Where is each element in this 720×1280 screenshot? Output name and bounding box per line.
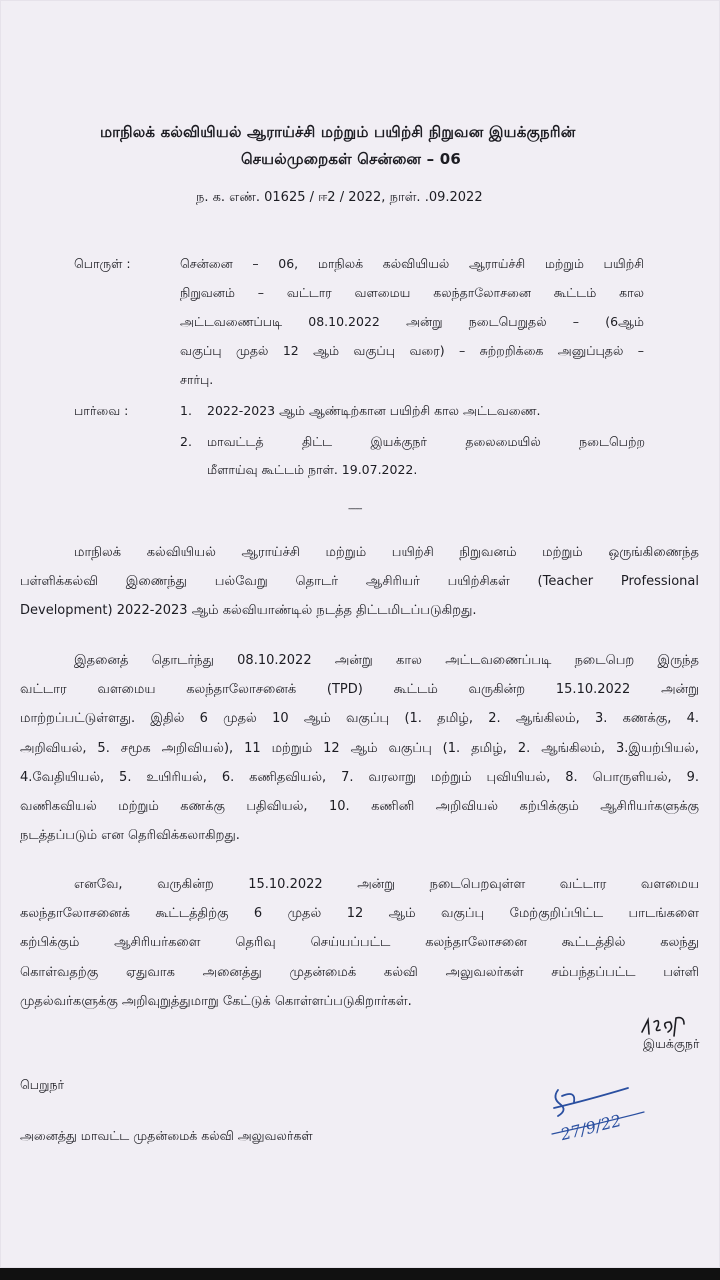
signature-designation: இயக்குநர் <box>643 1036 700 1051</box>
subject-line: அட்டவணைப்படி 08.10.2022 அன்று நடைபெறுதல் – (6ஆம் <box>180 314 644 329</box>
reference-label: பார்வை : <box>74 403 129 418</box>
subject-line: சென்னை – 06, மாநிலக் கல்வியியல் ஆராய்ச்சி மற்றும் பயிற்சி <box>180 256 644 271</box>
separator: ------ <box>348 504 362 514</box>
paragraph-line: 4.வேதியியல், 5. உயிரியல், 6. கணிதவியல், 7. வரலாறு மற்றும் புவியியல், 8. பொருளியல், 9. <box>20 770 699 785</box>
paragraph-line: கொள்வதற்கு ஏதுவாக அனைத்து முதன்மைக் கல்வி அலுவலர்கள் சம்பந்தப்பட்ட பள்ளி <box>20 965 699 980</box>
paragraph-line: முதல்வர்களுக்கு அறிவுறுத்துமாறு கேட்டுக் கொள்ளப்படுகிறார்கள். <box>20 994 412 1009</box>
reference-item-text: மாவட்டத் திட்ட இயக்குநர் தலைமையில் நடைபெற்ற <box>207 434 645 449</box>
paragraph-line: மாநிலக் கல்வியியல் ஆராய்ச்சி மற்றும் பயிற்சி நிறுவனம் மற்றும் ஒருங்கிணைந்த <box>74 545 699 560</box>
paragraph-line: கற்பிக்கும் ஆசிரியர்களை தெரிவு செய்யப்பட்ட கலந்தாலோசனை கூட்டத்தில் கலந்து <box>20 935 699 950</box>
recipient-label: பெறுநர் <box>20 1077 65 1092</box>
reference-item-text: 2022-2023 ஆம் ஆண்டிற்கான பயிற்சி கால அட்டவணை. <box>207 403 541 418</box>
document-title-line2: செயல்முறைகள் சென்னை – 06 <box>241 150 461 168</box>
paragraph-line: இதனைத் தொடர்ந்து 08.10.2022 அன்று கால அட்டவணைப்படி நடைபெற இருந்த <box>74 653 699 668</box>
paragraph-line: மாற்றப்பட்டுள்ளது. இதில் 6 முதல் 10 ஆம் வகுப்பு (1. தமிழ், 2. ஆங்கிலம், 3. கணக்கு, 4. <box>20 711 699 726</box>
screen-bottom-edge <box>0 1268 720 1280</box>
received-date: 27/9/22 <box>558 1110 624 1145</box>
subject-label: பொருள் : <box>74 256 131 271</box>
reference-item-number: 1. <box>180 403 192 418</box>
paragraph-line: நடத்தப்படும் என தெரிவிக்கலாகிறது. <box>20 828 240 843</box>
subject-line: சார்பு. <box>180 372 214 387</box>
subject-line: வகுப்பு முதல் 12 ஆம் வகுப்பு வரை) – சுற்றறிக்கை அனுப்புதல் – <box>180 343 644 358</box>
reference-number: ந. க. எண். 01625 / ஈ2 / 2022, நாள். .09.2022 <box>196 190 483 205</box>
paragraph-line: Development) 2022-2023 ஆம் கல்வியாண்டில் நடத்த திட்டமிடப்படுகிறது. <box>20 603 477 618</box>
reference-item-text: மீளாய்வு கூட்டம் நாள். 19.07.2022. <box>207 462 418 477</box>
document-title-line1: மாநிலக் கல்வியியல் ஆராய்ச்சி மற்றும் பயிற்சி நிறுவன இயக்குநரின் <box>100 123 576 141</box>
paragraph-line: பள்ளிக்கல்வி இணைந்து பல்வேறு தொடர் ஆசிரியர் பயிற்சிகள் (Teacher Professional <box>20 574 699 589</box>
paragraph-line: வட்டார வளமைய கலந்தாலோசனைக் (TPD) கூட்டம் வருகின்ற 15.10.2022 அன்று <box>20 682 699 697</box>
paragraph-line: கலந்தாலோசனைக் கூட்டத்திற்கு 6 முதல் 12 ஆம் வகுப்பு மேற்குறிப்பிட்ட பாடங்களை <box>20 906 699 921</box>
recipient-text: அனைத்து மாவட்ட முதன்மைக் கல்வி அலுவலர்கள் <box>20 1128 313 1143</box>
subject-line: நிறுவனம் – வட்டார வளமைய கலந்தாலோசனை கூட்டம் கால <box>180 285 644 300</box>
reference-item-number: 2. <box>180 434 192 449</box>
paragraph-line: அறிவியல், 5. சமூக அறிவியல்), 11 மற்றும் 12 ஆம் வகுப்பு (1. தமிழ், 2. ஆங்கிலம், 3.இயற்பியல், <box>20 741 699 756</box>
paragraph-line: வணிகவியல் மற்றும் கணக்கு பதிவியல், 10. கணினி அறிவியல் கற்பிக்கும் ஆசிரியர்களுக்கு <box>20 799 699 814</box>
paragraph-line: எனவே, வருகின்ற 15.10.2022 அன்று நடைபெறவுள்ள வட்டார வளமைய <box>74 877 699 892</box>
